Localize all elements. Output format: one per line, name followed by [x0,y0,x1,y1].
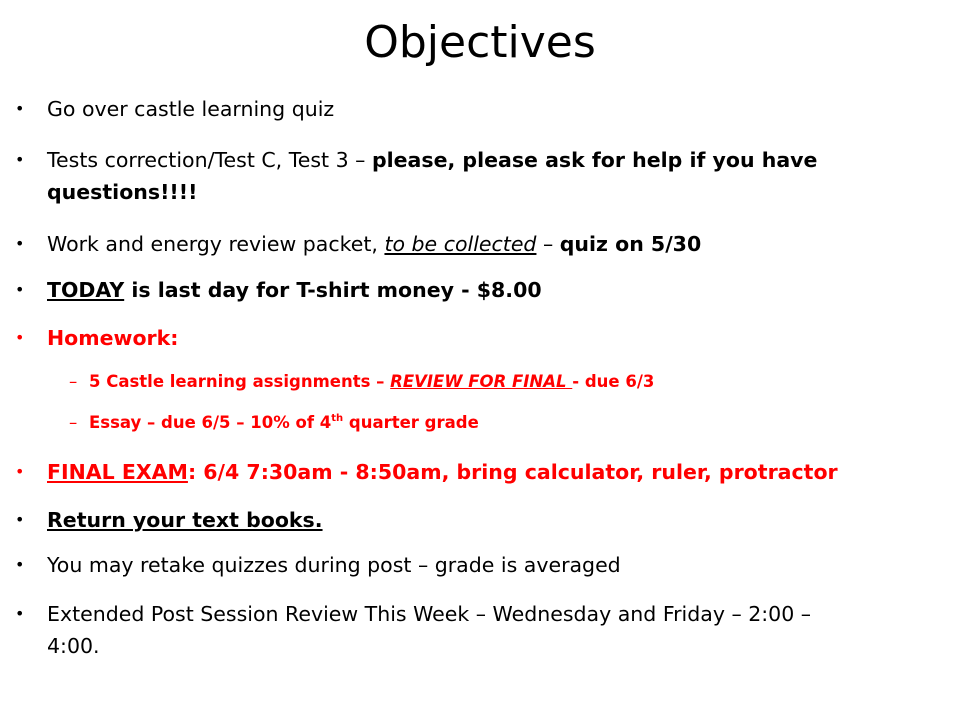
bullet-icon: • [15,462,25,481]
bullet-text: is last day for T-shirt money - $8.00 [124,278,542,302]
bullet-item-tshirt-money [15,274,927,306]
subitem-text-end: quarter grade [343,413,479,432]
dash-icon: – [69,372,78,391]
bullet-text: Extended Post Session Review This Week – Wednesday and Friday – 2:00 – [47,602,812,626]
bullet-item-review-packet [15,228,927,260]
bullet-icon: • [15,555,25,574]
homework-subitem-castle [69,369,889,395]
bullet-text: Go over castle learning quiz [47,97,335,121]
homework-heading: Homework: [47,326,179,350]
subitem-due: - due 6/3 [572,372,655,391]
bullet-text: : 6/4 7:30am - 8:50am, bring calculator, ruler, protractor [187,460,838,484]
bullet-item-castle-quiz [15,93,927,125]
bullet-text: Return your text books. [47,508,323,532]
bullet-icon: • [15,604,25,623]
bullet-icon: • [15,99,25,118]
bullet-icon: • [15,510,25,529]
bullet-text: Work and energy review packet, [47,232,385,256]
quiz-date: quiz on 5/30 [559,232,702,256]
slide-title: Objectives [364,17,596,68]
bullet-icon: • [15,150,25,169]
bullet-text: You may retake quizzes during post – grade is averaged [47,553,621,577]
bullet-item-tests-correction [15,144,927,208]
homework-subitem-essay [69,410,889,436]
bullet-item-return-books [15,504,927,536]
subitem-text: Essay – due 6/5 – 10% of 4 [89,413,332,432]
bullet-icon: • [15,328,25,347]
bullet-text: Tests correction/Test C, Test 3 – [47,148,372,172]
ordinal-suffix: th [331,413,344,424]
today-label: TODAY [47,278,125,302]
bullet-item-extended-review [15,598,927,662]
bullet-item-final-exam [15,456,927,488]
dash-icon: – [69,413,78,432]
collected-note: to be collected [384,232,537,256]
bullet-text-emphasis-cont: questions!!!! [47,180,198,204]
bullet-icon: • [15,234,25,253]
bullet-text-cont: 4:00. [47,634,100,658]
bullet-item-retake-quizzes [15,549,927,581]
review-for-final: REVIEW FOR FINAL [390,372,573,391]
bullet-item-homework [15,322,927,354]
subitem-text: 5 Castle learning assignments – [89,372,391,391]
bullet-text-emphasis: please, please ask for help if you have [371,148,818,172]
bullet-icon: • [15,280,25,299]
bullet-text-sep: – [536,232,560,256]
final-exam-label: FINAL EXAM [47,460,188,484]
